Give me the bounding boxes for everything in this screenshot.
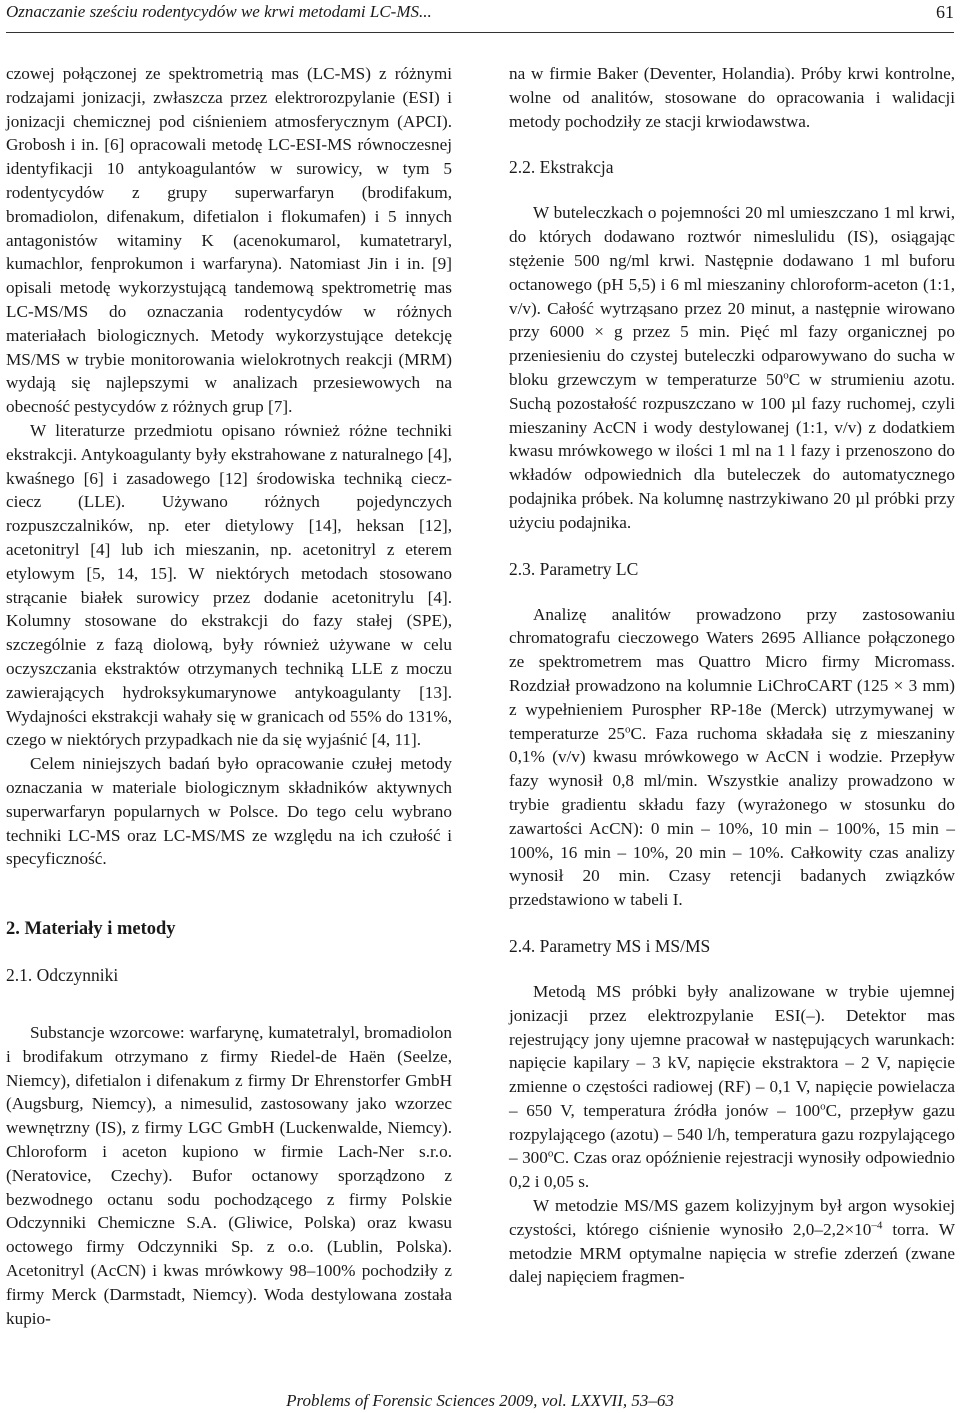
paragraph-reagents: Substancje wzorcowe: warfarynę, kumatetralyl, bromadiolon i brodifakum otrzymano z firmy Riedel-de Haën (Seelze, Niemcy), difetialon i difenakum z firmy Dr Ehrenstorfer GmbH (Augsburg, Niemcy), a nimesulid, zastosowany jako wzorzec wewnętrzny (IS), z firmy LGC GmbH (Luckenwalde, Niemcy). Chloroform i aceton kupiono w firmie Lach-Ner s.r.o. (Neratovice, Czechy). Bufor octanowy sporządzono z bezwodnego octanu sodu pochodzącego z firmy Polskie Odczynniki Chemiczne S.A. (Gliwice, Polska) oraz kwasu octowego firmy Odczynniki Sp. z o.o. (Lublin, Polska). Acetonitryl (AcCN) i kwas mrówkowy 98–100% pochodziły z firmy Merck (Darmstadt, Niemcy). Woda destylowana została kupio- bbox=[6, 1023, 452, 1328]
running-title: Oznaczanie sześciu rodentycydów we krwi metodami LC-MS... bbox=[6, 2, 432, 21]
right-column bbox=[509, 62, 955, 1289]
paragraph-reagents-continued: na w firmie Baker (Deventer, Holandia). Próby krwi kontrolne, wolne od analitów, stosowane do opracowania i walidacji metody pochodziły ze stacji krwiodawstwa. bbox=[509, 64, 955, 131]
subsection-heading-lc-parameters: 2.3. Parametry LC bbox=[509, 558, 639, 579]
paragraph-lc-parameters: Analizę analitów prowadzono przy zastosowaniu chromatografu cieczowego Waters 2695 Alliance połączonego ze spektrometrem mas Quattro Micro firmy Micromass. Rozdział prowadzono na kolumnie LiChroCART (125 × 3 mm) z wypełnieniem Purospher RP-18e (Merck) utrzymywanej w temperaturze 25$^o$C. Faza ruchoma składała się z mieszaniny 0,1% (v/v) kwasu mrówkowego w AcCN i wodzie. Przepływ fazy wynosił 0,8 ml/min. Wszystkie analizy prowadzono w trybie gradientu składu fazy (wyrażonego w stosunku do zawartości AcCN): 0 min – 10%, 10 min – 100%, 15 min – 100%, 16 min – 10%, 20 min – 10%. Całkowity czas analizy wynosił 20 min. Czasy retencji badanych związków przedstawiono w tabeli I. bbox=[509, 604, 955, 910]
paragraph-intro-continued: czowej połączonej ze spektrometrią mas (LC-MS) z różnymi rodzajami jonizacji, zwłaszcza przez elektrorozpylanie (ESI) i jonizacji chemicznej pod ciśnieniem atmosferycznym (APCI). Grobosh i in. [6] opracowali metodę LC-ESI-MS równoczesnej identyfikacji 10 antykoagulantów w surowicy, w tym 5 rodentycydów z grupy superwarfaryn (brodifakum, bromadiolon, difenakum, difetialon i flokumafen) i 5 innych antagonistów witaminy K (acenokumarol, kumatetraryl, kumachlor, fenprokumon i warfaryna). Natomiast Jin i in. [9] opisali metodę wykorzystującą tandemową spektrometrię mas LC-MS/MS do oznaczania rodentycydów w różnych materiałach biologicznych. Metody wykorzystujące detekcję MS/MS w trybie monitorowania wielokrotnych reakcji (MRM) wydają się najlepszymi w analizach przesiewowych na obecność pestycydów z różnych grup [7]. bbox=[6, 64, 452, 417]
paragraph-extraction-literature: W literaturze przedmiotu opisano również różne techniki ekstrakcji. Antykoagulanty były ekstrahowane z naturalnego [4], kwaśnego [6] i zasadowego [12] środowiska techniką ciecz-ciecz (LLE). Używano różnych pojedynczych rozpuszczalników, np. eter dietylowy [14], heksan [12], acetonitryl [4] lub ich mieszanin, np. acetonitryl z eterem etylowym [5, 14, 15]. W niektórych metodach stosowano strącanie białek surowicy przez dodanie acetonitrylu [4]. Kolumny stosowane do ekstrakcji do fazy stałej (SPE), szczególnie z fazą diolową, były również używane w celu oczyszczania ekstraktów otrzymanych techniką LLE z moczu zawierających hydroksykumarynowe antykoagulanty [13]. Wydajności ekstrakcji wahały się w granicach od 55% do 131%, czego w niektórych przypadkach nie da się wyjaśnić [4, 11]. bbox=[6, 420, 452, 750]
left-column bbox=[6, 62, 452, 1330]
paragraph-aim: Celem niniejszych badań było opracowanie czułej metody oznaczania w materiale biologicznym składników aktywnych superwarfaryn popularnych w Polsce. Do tego celu wybrano techniki LC-MS oraz LC-MS/MS ze względu na ich czułość i specyficzność. bbox=[6, 754, 452, 869]
subsection-heading-reagents: 2.1. Odczynniki bbox=[6, 965, 119, 986]
running-head bbox=[6, 0, 954, 26]
paragraph-extraction: W buteleczkach o pojemności 20 ml umieszczano 1 ml krwi, do których dodawano roztwór nimeslulidu (IS), osiągając stężenie 500 ng/ml krwi. Następnie dodawano 1 ml buforu octanowego (pH 5,5) i 6 ml mieszaniny chloroform-aceton (1:1, v/v). Całość wytrząsano przez 20 minut, a następnie wirowano przy 6000 × g przez 5 min. Pięć ml fazy organicznej po przeniesieniu do czystej buteleczki odparowywano do sucha w bloku grzewczym w temperaturze 50$^o$C w strumieniu azotu. Suchą pozostałość rozpuszczano w 100 µl fazy ruchomej, czyli mieszaniny AcCN i wody destylowanej (1:1, v/v) z dodatkiem kwasu mrówkowego w ilości 1 ml na 1 l fazy i przenoszono do wkładów odpowiednich dla buteleczek do automatycznego podajnika próbek. Na kolumnę nastrzykiwano 20 µl próbki przy użyciu podajnika. bbox=[509, 203, 955, 532]
subsection-heading-extraction: 2.2. Ekstrakcja bbox=[509, 157, 614, 178]
journal-footer: Problems of Forensic Sciences 2009, vol. LXXVII, 53–63 bbox=[286, 1391, 674, 1410]
paragraph-ms-parameters: Metodą MS próbki były analizowane w trybie ujemnej jonizacji przez elektrozpylanie ESI(–). Detektor mas rejestrujący jony ujemne pracował w następujących warunkach: napięcie kapilary – 3 kV, napięcie ekstraktora – 2 V, napięcie zmienne o częstości radiowej (RF) – 0,1 V, napięcie powielacza – 650 V, temperatura źródła jonów – 100$^o$C, przepływ gazu rozpylającego (azotu) – 540 l/h, temperatura gazu rozpylającego – 300$^o$C. Czas oraz opóźnienie rejestracji wynosiły odpowiednio 0,2 i 0,05 s. bbox=[509, 981, 956, 1192]
paragraph-msms-parameters: W metodzie MS/MS gazem kolizyjnym był argon wysokiej czystości, którego ciśnienie wynosiło $2,0-2,2\times 10^{-4}$ torra. W metodzie MRM optymalne napięcia w strefie zderzeń (zwane dalej napięciem fragmen- bbox=[509, 1196, 956, 1287]
section-heading-materials-methods: 2. Materiały i metody bbox=[6, 919, 176, 940]
page-number: 61 bbox=[936, 2, 954, 22]
header-rule bbox=[6, 32, 954, 33]
subsection-heading-ms-parameters: 2.4. Parametry MS i MS/MS bbox=[509, 935, 711, 956]
